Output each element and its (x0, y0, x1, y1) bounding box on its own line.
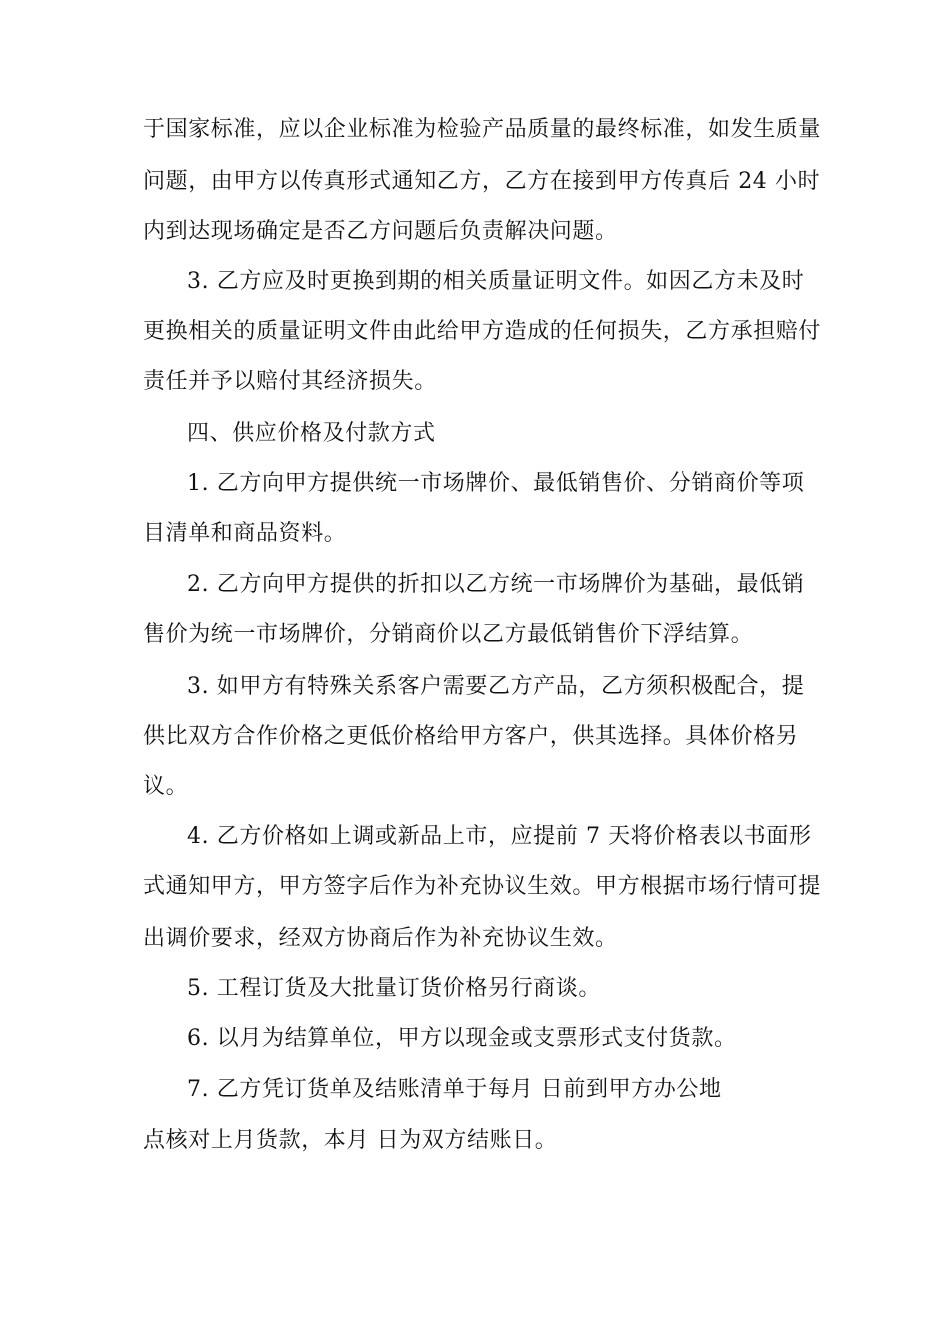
text-line: 于国家标准，应以企业标准为检验产品质量的最终标准，如发生质量 (143, 117, 822, 142)
text-line: 供比双方合作价格之更低价格给甲方客户，供其选择。具体价格另 (143, 724, 799, 749)
text-line: 更换相关的质量证明文件由此给甲方造成的任何损失，乙方承担赔付 (143, 319, 822, 344)
text-line: 6. 以月为结算单位，甲方以现金或支票形式支付货款。 (187, 1026, 737, 1051)
text-line: 议。 (143, 774, 189, 799)
text-line: 3. 如甲方有特殊关系客户需要乙方产品，乙方须积极配合，提 (187, 674, 805, 699)
text-line: 3. 乙方应及时更换到期的相关质量证明文件。如因乙方未及时 (187, 269, 805, 294)
text-line: 目清单和商品资料。 (143, 521, 347, 546)
text-line: 内到达现场确定是否乙方问题后负责解决问题。 (143, 219, 618, 244)
text-line: 1. 乙方向甲方提供统一市场牌价、最低销售价、分销商价等项 (187, 471, 805, 496)
text-line: 问题，由甲方以传真形式通知乙方，乙方在接到甲方传真后 24 小时 (143, 169, 821, 194)
text-line: 责任并予以赔付其经济损失。 (143, 369, 437, 394)
section-heading: 四、供应价格及付款方式 (187, 421, 436, 446)
text-line: 式通知甲方，甲方签字后作为补充协议生效。甲方根据市场行情可提 (143, 874, 822, 899)
text-line: 点核对上月货款，本月 日为双方结账日。 (143, 1128, 558, 1153)
text-line: 2. 乙方向甲方提供的折扣以乙方统一市场牌价为基础，最低销 (187, 572, 805, 597)
text-line: 4. 乙方价格如上调或新品上市，应提前 7 天将价格表以书面形 (187, 824, 812, 849)
text-line: 7. 乙方凭订货单及结账清单于每月 日前到甲方办公地 (187, 1077, 722, 1102)
text-line: 售价为统一市场牌价，分销商价以乙方最低销售价下浮结算。 (143, 622, 754, 647)
text-line: 5. 工程订货及大批量订货价格另行商谈。 (187, 976, 601, 1001)
text-line: 出调价要求，经双方协商后作为补充协议生效。 (143, 926, 618, 951)
